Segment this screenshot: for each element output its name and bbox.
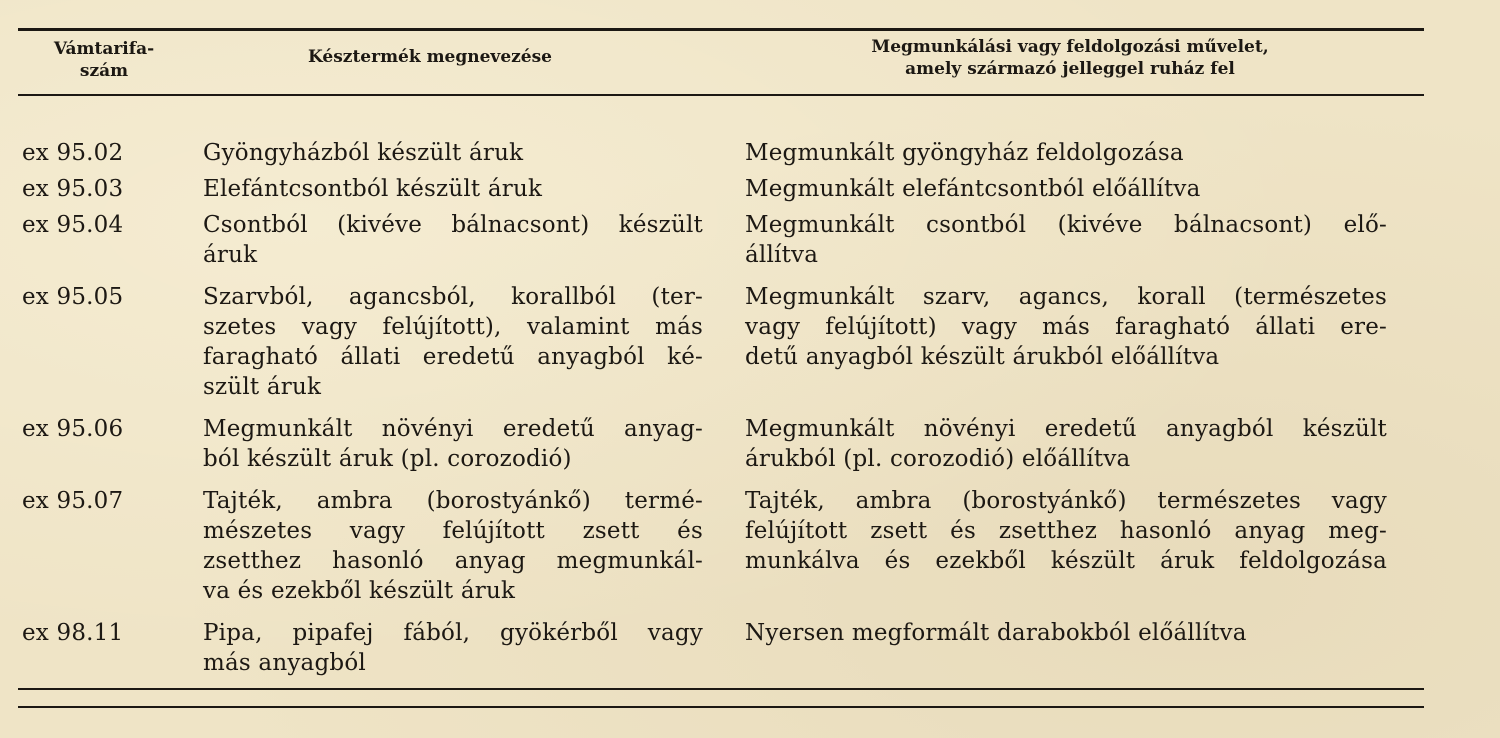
bottom-rule <box>18 688 1424 690</box>
operation <box>745 210 1387 270</box>
product-name-line: faragható állati eredetű anyagból ké- <box>203 344 703 370</box>
operation-line: Megmunkált csontból (kivéve bálnacsont) elő- <box>745 212 1387 238</box>
tariff-number: ex 95.05 <box>22 284 124 310</box>
product-name-line: szült áruk <box>203 374 322 400</box>
product-name-line: szetes vagy felújított), valamint más <box>203 314 703 340</box>
operation-line: detű anyagból készült árukból előállítva <box>745 344 1220 370</box>
product-name-line: zsetthez hasonló anyag megmunkál- <box>203 548 703 574</box>
product-name <box>203 486 703 606</box>
product-name-line: va és ezekből készült áruk <box>203 578 516 604</box>
header-operation-line2: amely származó jelleggel ruház fel <box>905 59 1235 79</box>
product-name <box>203 138 703 168</box>
tariff-number: ex 98.11 <box>22 620 124 646</box>
header-tariff-number <box>24 38 184 82</box>
product-name <box>203 210 703 270</box>
operation <box>745 174 1387 204</box>
product-name-line: Csontból (kivéve bálnacsont) készült <box>203 212 703 238</box>
product-name <box>203 414 703 474</box>
tariff-number: ex 95.06 <box>22 416 124 442</box>
operation-line: Megmunkált szarv, agancs, korall (természetes <box>745 284 1387 310</box>
table-row <box>0 282 1500 414</box>
product-name <box>203 174 703 204</box>
product-name-line: áruk <box>203 242 258 268</box>
header-tariff-number-line1: Vámtarifa- <box>53 39 155 59</box>
header-operation <box>760 36 1380 80</box>
operation-line: Megmunkált gyöngyház feldolgozása <box>745 140 1184 166</box>
product-name-line: Szarvból, agancsból, korallból (ter- <box>203 284 703 310</box>
operation <box>745 282 1387 372</box>
product-name-line: Tajték, ambra (borostyánkő) termé- <box>203 488 703 514</box>
bottom-rule-second <box>18 706 1424 708</box>
header-rule <box>18 94 1424 96</box>
top-rule <box>18 28 1424 31</box>
product-name-line: Pipa, pipafej fából, gyökérből vagy <box>203 620 703 646</box>
product-name <box>203 618 703 678</box>
table-row <box>0 414 1500 486</box>
header-tariff-number-line2: szám <box>79 61 129 81</box>
operation-line: Nyersen megformált darabokból előállítva <box>745 620 1247 646</box>
operation <box>745 618 1387 648</box>
operation <box>745 486 1387 576</box>
table-row <box>0 174 1500 210</box>
header-operation-line1: Megmunkálási vagy feldolgozási művelet, <box>871 37 1269 57</box>
product-name-line: ból készült áruk (pl. corozodió) <box>203 446 572 472</box>
operation-line: vagy felújított) vagy más faragható állati ere- <box>745 314 1387 340</box>
tariff-number: ex 95.02 <box>22 140 124 166</box>
operation-line: állítva <box>745 242 819 268</box>
operation-line: Tajték, ambra (borostyánkő) természetes vagy <box>745 488 1387 514</box>
product-name-line: Gyöngyházból készült áruk <box>203 140 524 166</box>
product-name <box>203 282 703 402</box>
product-name-line: mészetes vagy felújított zsett és <box>203 518 703 544</box>
product-name-line: Megmunkált növényi eredetű anyag- <box>203 416 703 442</box>
table-body <box>0 138 1500 678</box>
table-row <box>0 618 1500 678</box>
header-product-name: Késztermék megnevezése <box>308 47 552 67</box>
table-row <box>0 138 1500 174</box>
tariff-number: ex 95.07 <box>22 488 124 514</box>
operation <box>745 138 1387 168</box>
operation-line: árukból (pl. corozodió) előállítva <box>745 446 1131 472</box>
table-row <box>0 210 1500 282</box>
operation-line: felújított zsett és zsetthez hasonló anyag meg- <box>745 518 1387 544</box>
operation-line: munkálva és ezekből készült áruk feldolgozása <box>745 548 1387 574</box>
tariff-number: ex 95.03 <box>22 176 124 202</box>
table-row <box>0 486 1500 618</box>
operation-line: Megmunkált növényi eredetű anyagból készült <box>745 416 1387 442</box>
tariff-number: ex 95.04 <box>22 212 124 238</box>
product-name-line: Elefántcsontból készült áruk <box>203 176 543 202</box>
operation-line: Megmunkált elefántcsontból előállítva <box>745 176 1201 202</box>
product-name-line: más anyagból <box>203 650 366 676</box>
operation <box>745 414 1387 474</box>
